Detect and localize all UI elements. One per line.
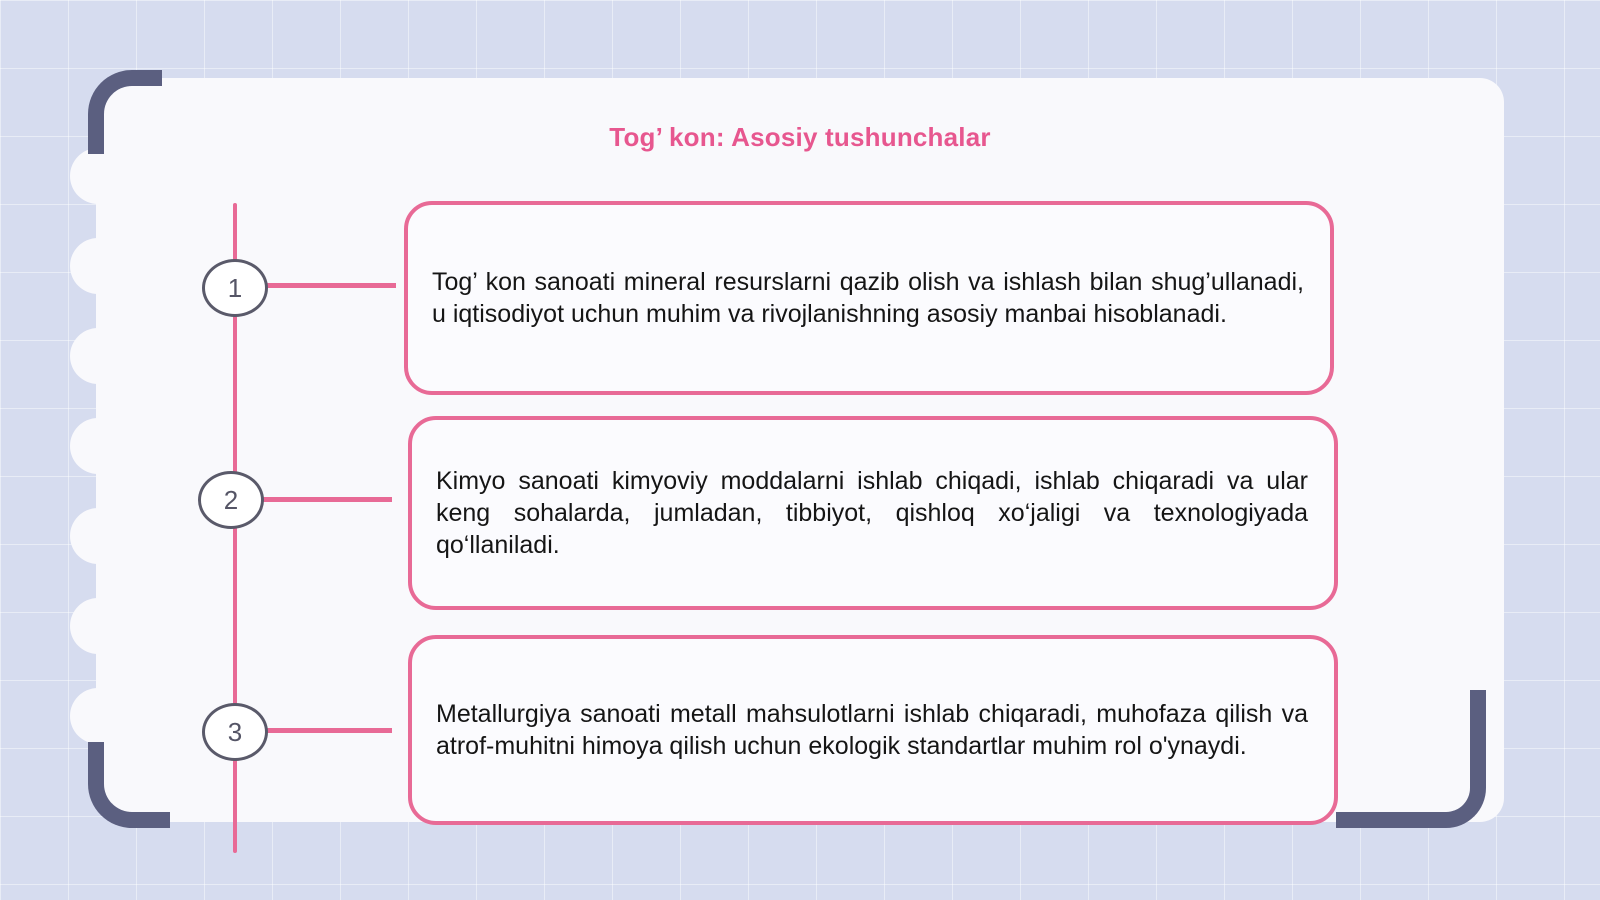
info-card-text: Tog’ kon sanoati mineral resurslarni qazib olish va ishlash bilan shug’ullanadi, u iqtisodiyot uchun muhim va rivojlanishning asosiy manbai hisoblanadi.: [432, 268, 1304, 328]
step-number-badge: 2: [198, 471, 264, 529]
corner-bracket-bottom-left: [88, 742, 170, 828]
info-card: [408, 635, 1338, 825]
step-number-badge: 1: [202, 259, 268, 317]
scallop-edge: [70, 328, 126, 384]
scallop-edge: [70, 598, 126, 654]
info-card-text: Kimyo sanoati kimyoviy moddalarni ishlab chiqadi, ishlab chiqaradi va ular keng sohalarda, jumladan, tibbiyot, qishloq xo‘jaligi va texnologiyada qo‘llaniladi.: [436, 467, 1308, 559]
info-card: [404, 201, 1334, 395]
scallop-edge: [70, 148, 126, 204]
timeline-connector: [262, 497, 392, 502]
corner-bracket-bottom-right: [1336, 690, 1486, 828]
scallop-edge: [70, 508, 126, 564]
info-card: [408, 416, 1338, 610]
info-card-text: Metallurgiya sanoati metall mahsulotlarni ishlab chiqaradi, muhofaza qilish va atrof-muhitni himoya qilish uchun ekologik standartlar muhim rol o'ynaydi.: [436, 700, 1308, 760]
timeline-connector: [266, 283, 396, 288]
scallop-edge: [70, 238, 126, 294]
slide-title: Tog’ kon: Asosiy tushunchalar: [609, 122, 991, 152]
timeline-connector: [266, 728, 392, 733]
scallop-edge: [70, 418, 126, 474]
scallop-edge: [70, 688, 126, 744]
step-number-badge: 3: [202, 703, 268, 761]
